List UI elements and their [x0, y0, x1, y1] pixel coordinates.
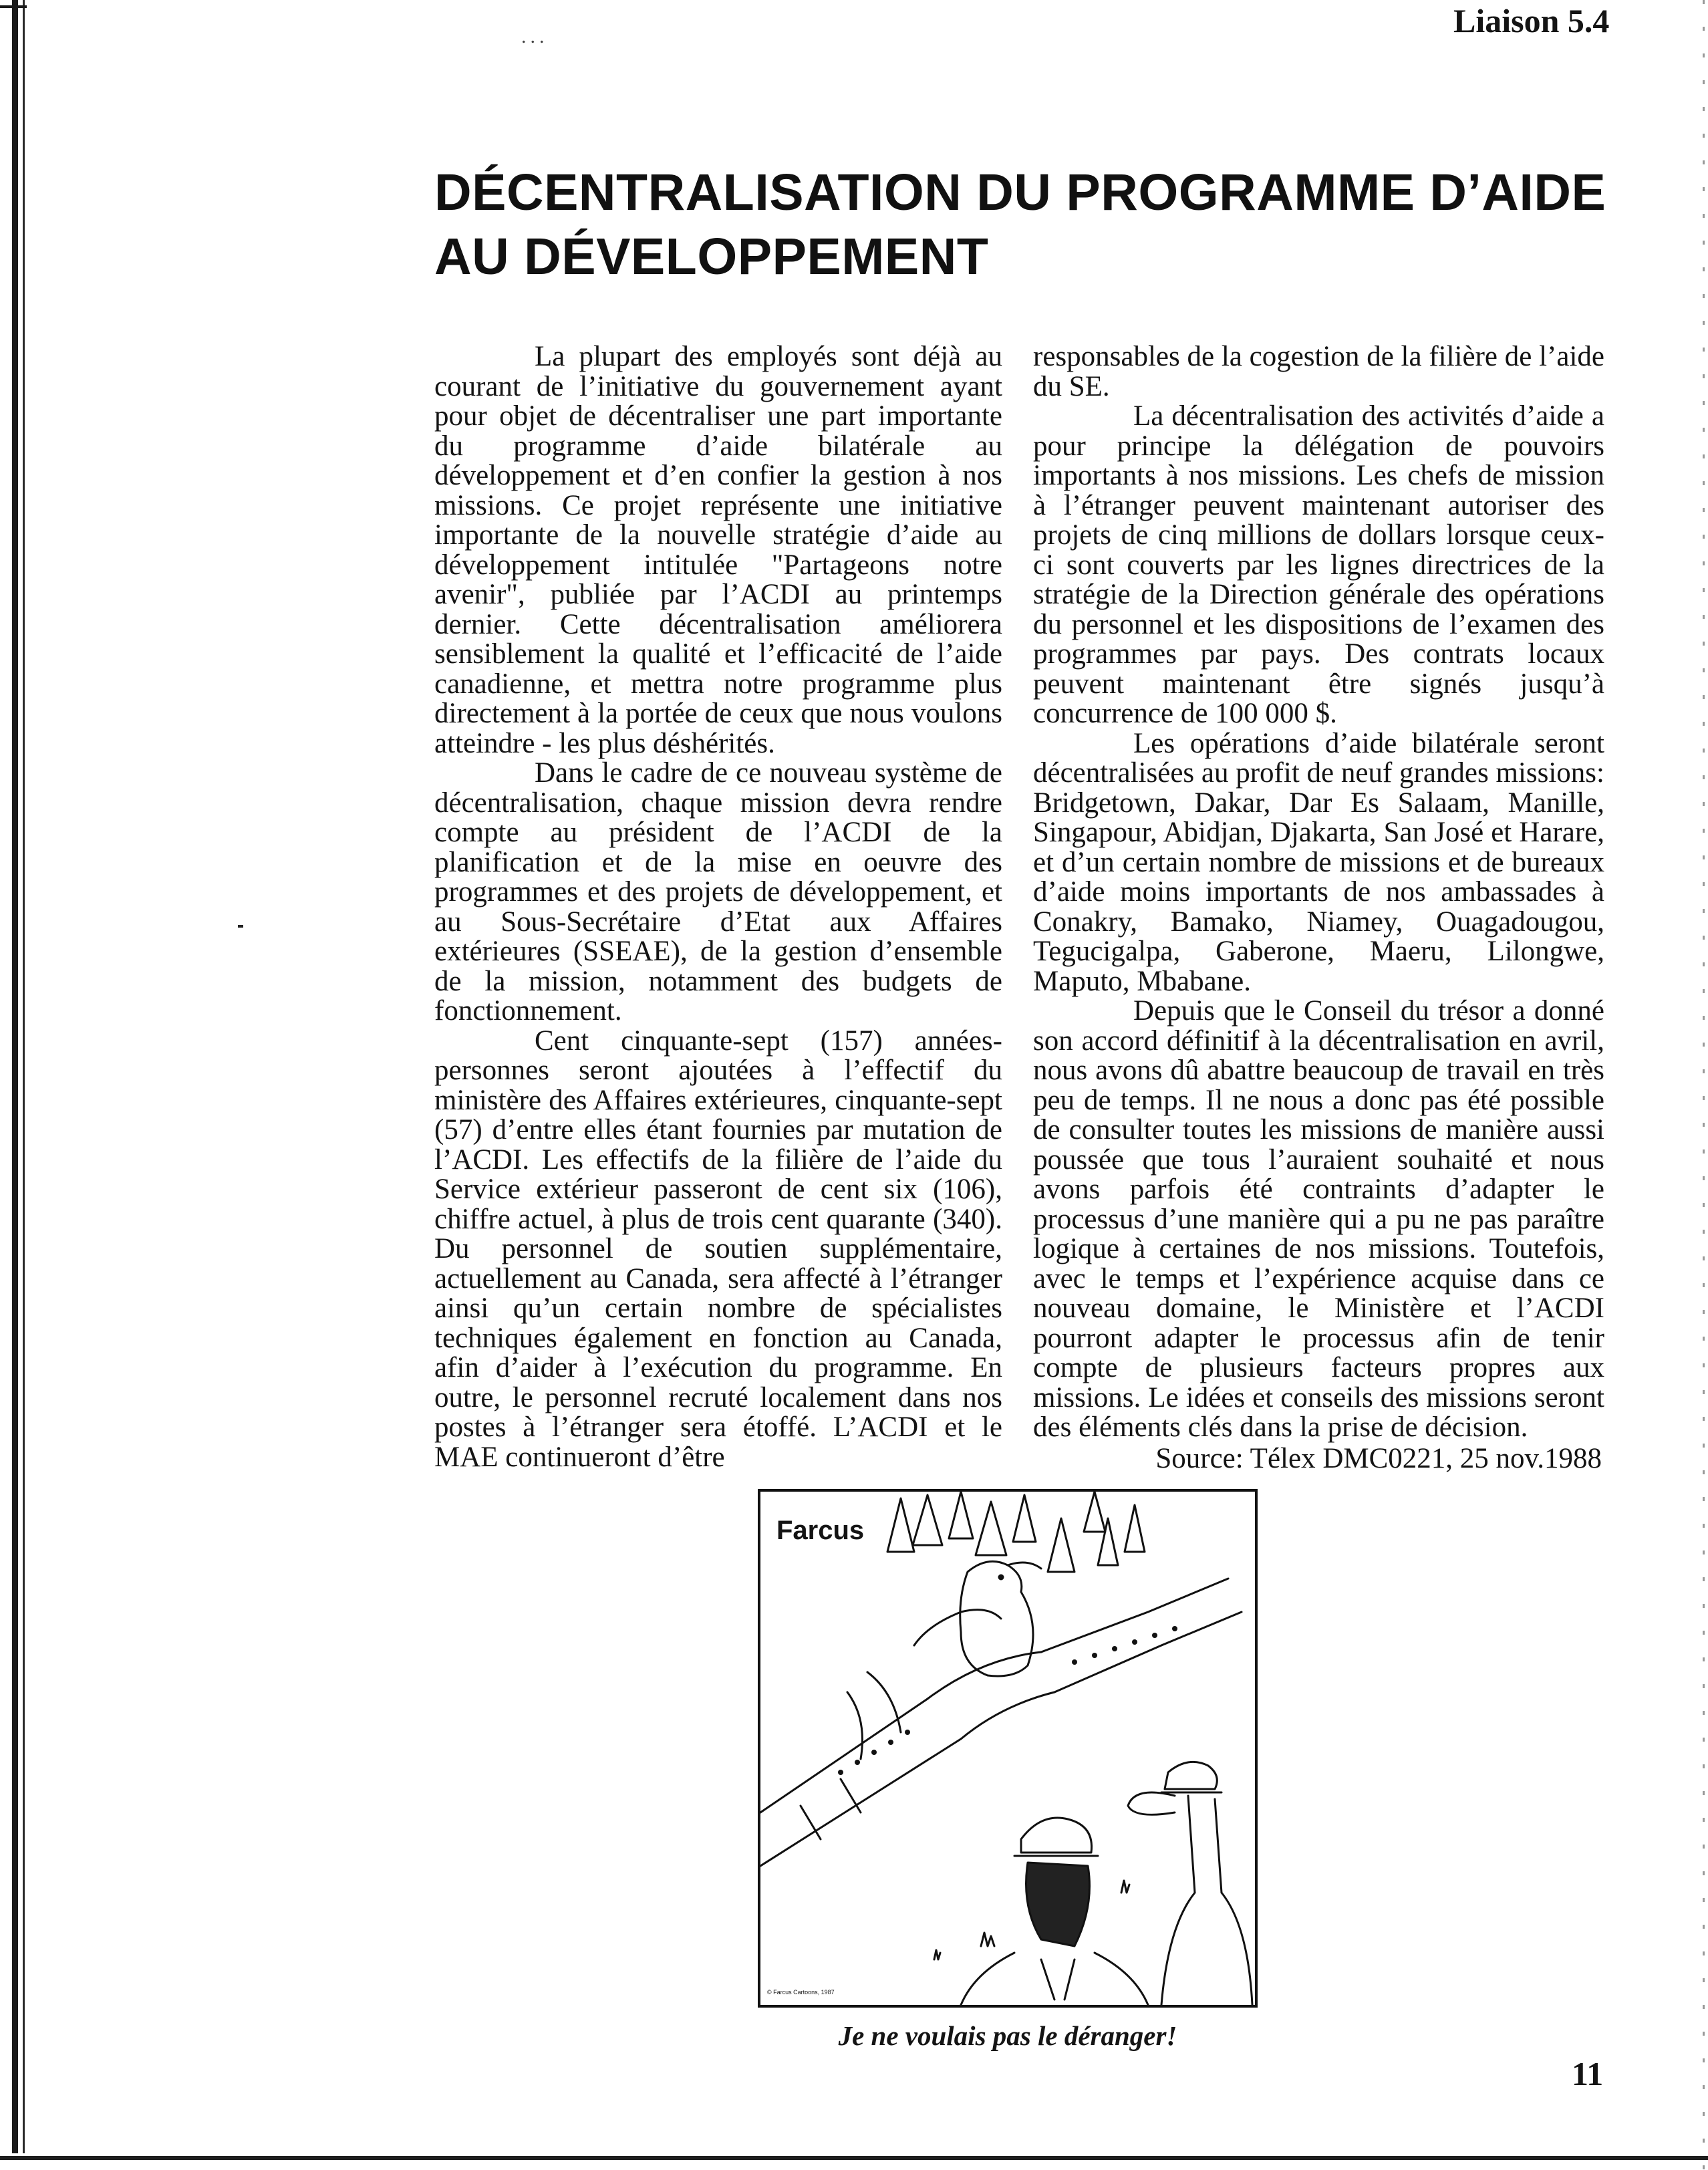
paragraph: Les opérations d’aide bilatérale seront décentralisées au profit de neuf grandes missions: Bridgetown, Dakar, Dar Es Salaam, Manille, Singapour, Abidjan, Djakarta, San José et Harare, et d’un certain nombre de missions et de bureaux d’aide moins importants de nos ambassades à Conakry, Bamako, Niamey, Ouagadougou, Tegucigalpa, Gaberone, Maeru, Lilongwe, Maputo, Mbabane.: [1033, 727, 1604, 997]
cartoon-strip-name: Farcus: [776, 1516, 865, 1545]
paragraph: La plupart des employés sont déjà au courant de l’initiative du gouvernement ayant pour objet de décentraliser une part importante du programme d’aide bilatérale au développement et d’en confier la gestion à nos missions. Ce projet représente une initiative importante de la nouvelle stratégie d’aide au développement intitulée "Partageons notre avenir", publiée par l’ACDI au printemps dernier. Cette décentralisation améliorera sensiblement la qualité et l’efficacité de l’aide canadienne, et mettra notre programme plus directement à la portée de ceux que nous voulons atteindre - les plus déshérités.: [434, 341, 1002, 759]
paragraph: Depuis que le Conseil du trésor a donné son accord définitif à la décentralisation en avril, nous avons dû abattre beaucoup de travail en très peu de temps. Il ne nous a donc pas été possible de consulter toutes les missions de manière aussi poussée que tous l’auraient souhaité et nous avons parfois été contraints d’adapter le processus d’une manière qui a pu ne pas paraître logique à certaines de nos missions. Toutefois, avec le temps et l’expérience acquise dans ce nouveau domaine, le Ministère et l’ACDI pourront adapter le processus afin de tenir compte de plusieurs facteurs propres aux missions. Le idées et conseils des missions seront des éléments clés dans la prise de décision.: [1033, 995, 1604, 1443]
article-source: Source: Télex DMC0221, 25 nov.1988: [1155, 1442, 1602, 1474]
scan-edge-right: [1703, 0, 1705, 2170]
cartoon-illustration: [760, 1492, 1255, 2005]
article-column-1: [434, 342, 1002, 1472]
paragraph: La décentralisation des activités d’aide a pour principe la délégation de pouvoirs importants à nos missions. Les chefs de mission à l’étranger peuvent maintenant autoriser des projets de cinq millions de dollars lorsque ceux-ci sont couverts par les lignes directrices de la stratégie de la Direction générale des opérations du personnel et les dispositions de l’examen des programmes par pays. Des contrats locaux peuvent maintenant être signés jusqu’à concurrence de 100 000 $.: [1033, 400, 1604, 729]
scan-speck-left: [238, 925, 243, 928]
scan-edge-tick: [0, 5, 27, 8]
scan-edge-left: [12, 0, 18, 2153]
cartoon-panel: [758, 1489, 1258, 2008]
scan-edge-left-inner: [23, 0, 25, 2153]
paragraph: Cent cinquante-sept (157) années-personnes seront ajoutées à l’effectif du ministère des Affaires extérieures, cinquante-sept (57) d’entre elles étant fournies par mutation de l’ACDI. Les effectifs de la filière de l’aide du Service extérieur passeront de cent six (106), chiffre actuel, à plus de trois cent quarante (340). Du personnel de soutien supplémentaire, actuellement au Canada, sera affecté à l’étranger ainsi qu’un certain nombre de spécialistes techniques également en fonction au Canada, afin d’aider à l’exécution du programme. En outre, le personnel recruté localement dans nos postes à l’étranger sera étoffé. L’ACDI et le MAE continueront d’être: [434, 1025, 1002, 1473]
running-header: Liaison 5.4: [1453, 2, 1610, 39]
paragraph: responsables de la cogestion de la filière de l’aide du SE.: [1033, 341, 1604, 402]
cartoon-copyright: © Farcus Cartoons, 1987: [767, 1989, 835, 1996]
scan-specks: ...: [521, 25, 549, 47]
article-column-2: [1033, 342, 1604, 1474]
page-number: 11: [1572, 2055, 1604, 2092]
paragraph: Dans le cadre de ce nouveau système de décentralisation, chaque mission devra rendre compte au président de l’ACDI de la planification et de la mise en oeuvre des programmes et des projets de développement, et au Sous-Secrétaire d’Etat aux Affaires extérieures (SSEAE), de la gestion d’ensemble de la mission, notamment des budgets de fonctionnement.: [434, 757, 1002, 1027]
cartoon-caption: Je ne voulais pas le déranger!: [838, 2020, 1177, 2051]
article-title: DÉCENTRALISATION DU PROGRAMME D’AIDE AU DÉVELOPPEMENT: [434, 164, 1606, 285]
scan-edge-bottom: [0, 2156, 1708, 2160]
